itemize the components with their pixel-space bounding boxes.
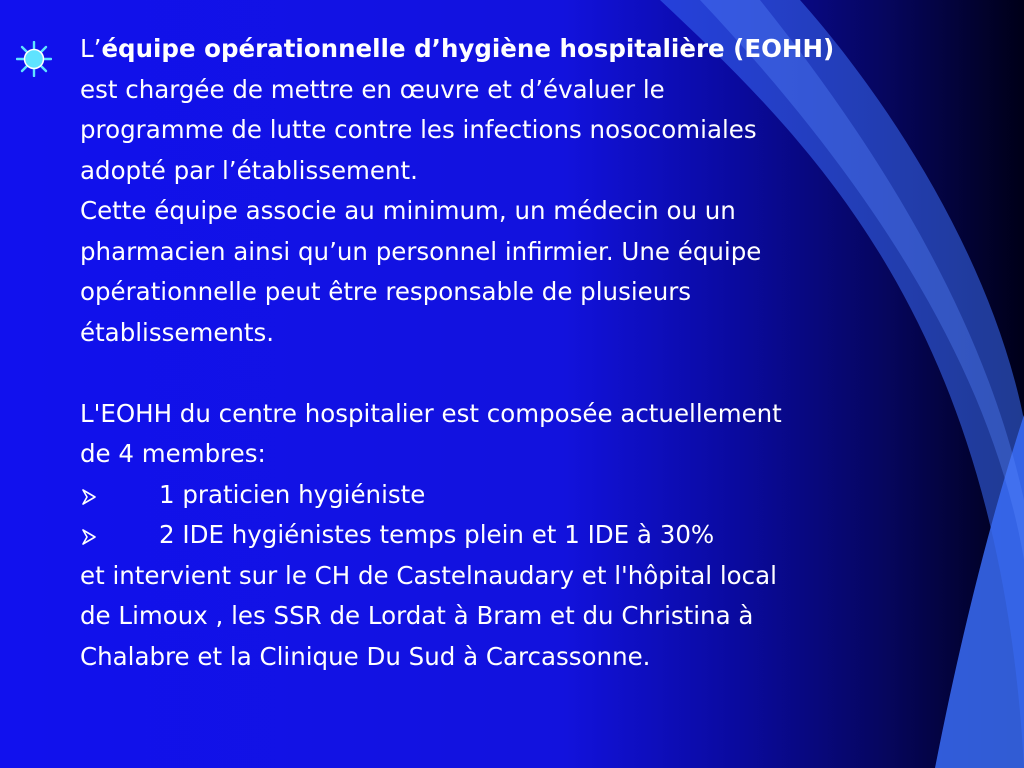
arrowhead-right-icon [80,515,159,556]
text-line: L'EOHH du centre hospitalier est composée actuellement [80,398,782,428]
sun-star-icon [16,41,52,77]
eohh-bold-title: équipe opérationnelle d’hygiène hospitalière (EOHH) [101,34,835,63]
list-item-text: 1 praticien hygiéniste [159,479,426,509]
blank-line [80,353,1010,394]
text-line: Cette équipe associe au minimum, un médecin ou un [80,196,736,225]
text-line: adopté par l’établissement. [80,155,418,185]
arrowhead-right-icon [80,475,159,516]
list-item [80,475,1010,516]
text-line: pharmacien ainsi qu’un personnel infirmier. Une équipe [80,236,762,266]
list-item-text: 2 IDE hygiénistes temps plein et 1 IDE à 30% [159,520,715,549]
text-line: établissements. [80,317,275,347]
paragraph-heading-line [80,29,1010,70]
text-line: Chalabre et la Clinique Du Sud à Carcassonne. [80,641,651,671]
heading-prefix: L’ [80,34,102,63]
list-item [80,515,1010,556]
text-line: est chargée de mettre en œuvre et d’évaluer le [80,74,665,104]
text-line: programme de lutte contre les infections nosocomiales [80,115,757,144]
text-line: opérationnelle peut être responsable de plusieurs [80,277,692,306]
text-line: de 4 membres: [80,439,266,468]
slide-body-text [80,29,1010,677]
text-line: de Limoux , les SSR de Lordat à Bram et du Christina à [80,601,754,630]
text-line: et intervient sur le CH de Castelnaudary et l'hôpital local [80,560,777,590]
